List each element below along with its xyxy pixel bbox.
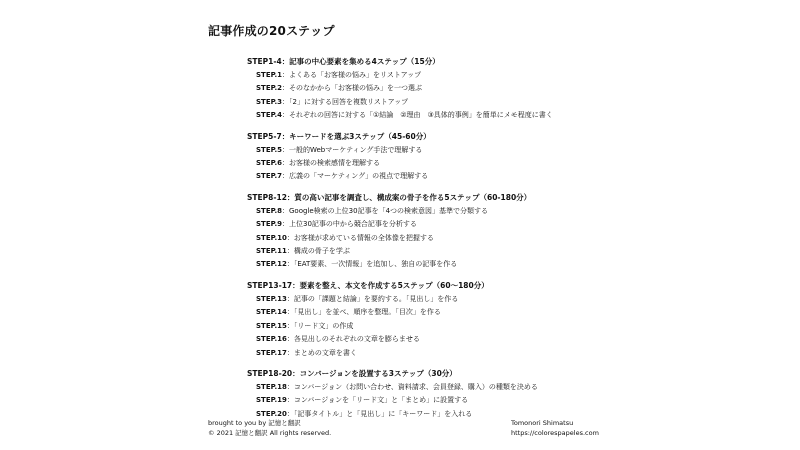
step-label: STEP.12 [256, 260, 287, 269]
step-item [247, 96, 667, 109]
section-title: STEP18-20：コンバージョンを設置する3ステップ（30分） [247, 368, 457, 378]
step-item [247, 306, 667, 319]
step-item [247, 69, 667, 82]
step-item [247, 232, 667, 245]
step-item [247, 333, 667, 346]
section-title: STEP5-7：キーワードを選ぶ3ステップ（45-60分） [247, 131, 431, 141]
step-text: ：構成の骨子を学ぶ [286, 247, 350, 256]
step-text: ：「EAT要素、一次情報」を追加し、独自の記事を作る [286, 260, 458, 269]
step-text: ：上位30記事の中から競合記事を分析する [281, 220, 417, 229]
section-2 [247, 130, 667, 184]
step-label: STEP.7 [256, 172, 282, 181]
step-label: STEP.10 [256, 233, 287, 242]
page-title: 記事作成の20ステップ [208, 24, 335, 38]
step-item [247, 394, 667, 407]
step-label: STEP.18 [256, 382, 287, 391]
footer-copyright: © 2021 記憶と翻訳 All rights reserved. [208, 429, 332, 437]
footer-brought-by: brought to you by 記憶と翻訳 [208, 419, 301, 427]
step-label: STEP.11 [256, 247, 287, 256]
step-item [247, 170, 667, 183]
step-label: STEP.17 [256, 348, 287, 357]
step-item [247, 205, 667, 218]
step-text: ：Google検索の上位30記事を「4つの検索意図」基準で分類する [281, 206, 489, 215]
footer-credits [208, 418, 331, 438]
step-label: STEP.4 [256, 111, 282, 120]
author-name: Tomonori Shimatsu [511, 419, 574, 427]
step-text: ：お客様の検索感情を理解する [281, 159, 380, 168]
step-label: STEP.19 [256, 396, 287, 405]
step-text: ：コンバージョン（お問い合わせ、資料請求、会員登録、購入）の種類を決める [286, 382, 538, 391]
step-item [247, 258, 667, 271]
step-label: STEP.1 [256, 71, 282, 79]
steps-content [247, 55, 667, 428]
step-item [247, 144, 667, 157]
step-text: ：記事の「課題と結論」を要約する。「見出し」を作る [286, 294, 459, 303]
step-item [247, 157, 667, 170]
section-5 [247, 367, 667, 421]
step-text: ：「記事タイトル」と「見出し」に「キーワード」を入れる [286, 409, 473, 418]
step-text: ：「2」に対する回答を複数リストアップ [281, 97, 409, 106]
step-text: ：一般的Webマーケティング手法で理解する [281, 145, 423, 154]
step-item [247, 109, 667, 122]
step-text: ：お客様が求めている情報の全体像を把握する [286, 233, 434, 242]
section-3 [247, 191, 667, 272]
step-label: STEP.9 [256, 220, 282, 229]
section-1 [247, 55, 667, 123]
step-item [247, 320, 667, 333]
step-text: ：よくある「お客様の悩み」をリストアップ [281, 71, 422, 79]
step-item [247, 245, 667, 258]
step-label: STEP.6 [256, 159, 282, 168]
step-text: ：コンバージョンを「リード文」と「まとめ」に設置する [286, 396, 469, 405]
step-label: STEP.20 [256, 409, 287, 418]
step-label: STEP.14 [256, 308, 287, 317]
step-label: STEP.13 [256, 294, 287, 303]
step-text: ：広義の「マーケティング」の視点で理解する [281, 172, 429, 181]
step-label: STEP.3 [256, 97, 282, 106]
section-title: STEP13-17：要素を整え、本文を作成する5ステップ（60〜180分） [247, 280, 489, 290]
step-item [247, 347, 667, 360]
section-4 [247, 279, 667, 360]
step-text: ：各見出しのそれぞれの文章を膨らませる [286, 335, 420, 344]
step-text: ：そのなかから「お客様の悩み」を一つ選ぶ [281, 84, 422, 93]
step-item [247, 218, 667, 231]
step-label: STEP.2 [256, 84, 282, 93]
step-text: ：それぞれの回答に対する「①結論 ②理由 ③具体的事例」を簡単にメモ程度に書く [281, 111, 553, 120]
step-text: ：「見出し」を並べ、順序を整理。「目次」を作る [286, 308, 441, 317]
section-title: STEP1-4：記事の中心要素を集める4ステップ（15分） [247, 57, 440, 66]
step-label: STEP.15 [256, 321, 287, 330]
footer-author [511, 418, 599, 438]
step-label: STEP.16 [256, 335, 287, 344]
step-item [247, 381, 667, 394]
step-label: STEP.8 [256, 206, 282, 215]
section-title: STEP8-12：質の高い記事を調査し、構成案の骨子を作る5ステップ（60-180分） [247, 192, 532, 202]
step-item [247, 82, 667, 95]
author-url-link[interactable]: https://colorespapeles.com [511, 429, 599, 437]
step-label: STEP.5 [256, 145, 282, 154]
step-text: ：「リード文」の作成 [286, 321, 354, 330]
step-item [247, 293, 667, 306]
step-text: ：まとめの文章を書く [286, 348, 357, 357]
